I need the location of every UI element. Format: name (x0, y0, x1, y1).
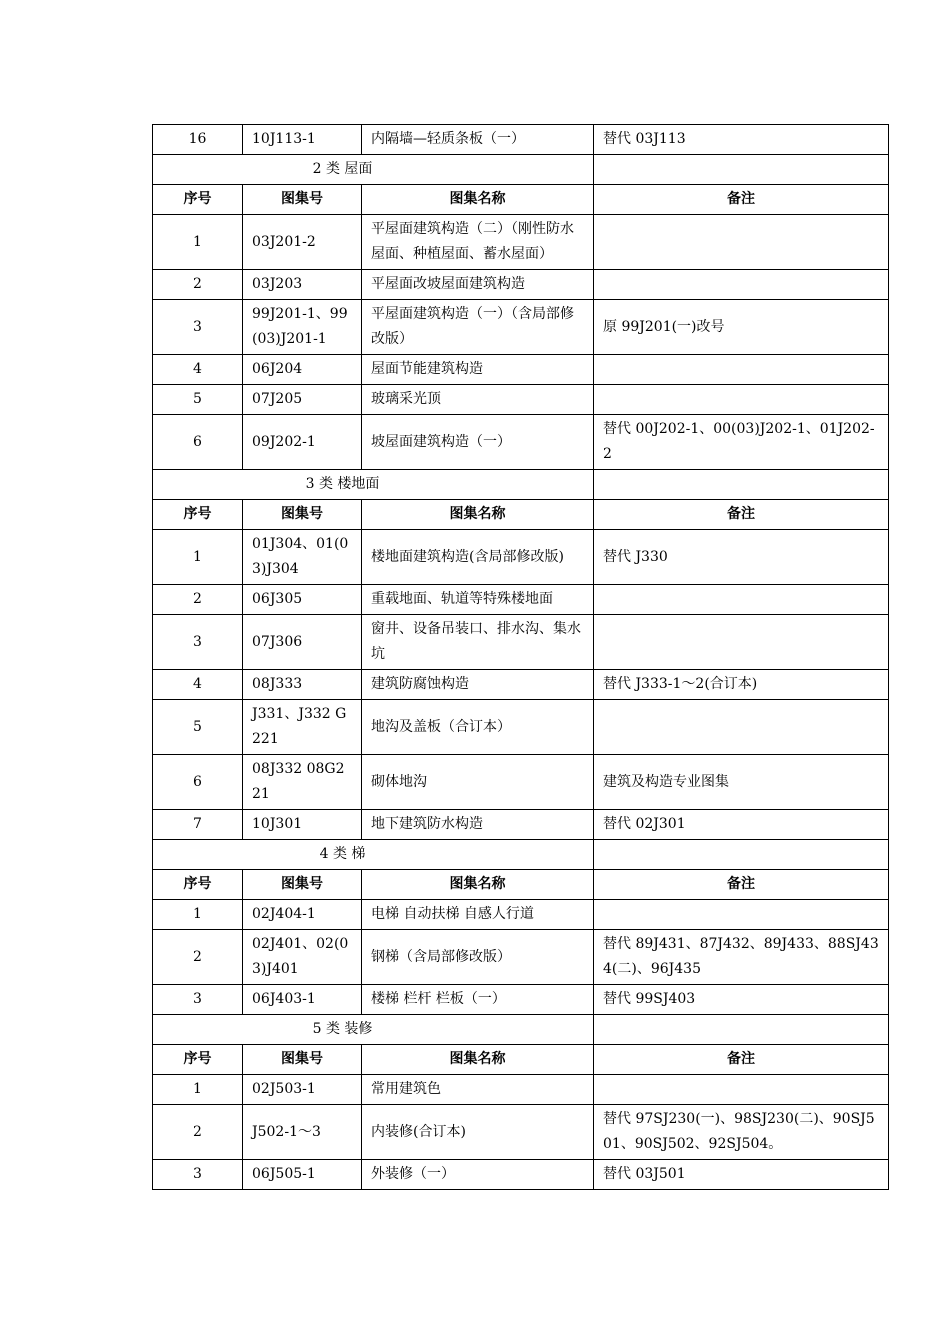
row-note: 替代 97SJ230(一)、98SJ230(二)、90SJ501、90SJ502、92SJ504。 (594, 1105, 889, 1160)
row-note (594, 270, 889, 300)
table-row (153, 1075, 889, 1105)
row-name: 砌体地沟 (362, 755, 594, 810)
row-no: 2 (153, 1105, 243, 1160)
header-no: 序号 (153, 870, 243, 900)
section-title: 5 类 装修 (153, 1015, 594, 1045)
row-name: 玻璃采光顶 (362, 385, 594, 415)
row-no: 3 (153, 1160, 243, 1190)
row-code: 03J203 (243, 270, 362, 300)
header-code: 图集号 (243, 500, 362, 530)
section-note-cell (594, 155, 889, 185)
header-name: 图集名称 (362, 1045, 594, 1075)
row-code: 07J205 (243, 385, 362, 415)
table-row (153, 700, 889, 755)
row-no: 6 (153, 415, 243, 470)
row-name: 地下建筑防水构造 (362, 810, 594, 840)
row-no: 5 (153, 385, 243, 415)
row-code: 99J201-1、99(03)J201-1 (243, 300, 362, 355)
row-no: 4 (153, 670, 243, 700)
row-name: 建筑防腐蚀构造 (362, 670, 594, 700)
row-no: 3 (153, 985, 243, 1015)
header-code: 图集号 (243, 1045, 362, 1075)
row-no: 3 (153, 300, 243, 355)
row-name: 重载地面、轨道等特殊楼地面 (362, 585, 594, 615)
row-code: 03J201-2 (243, 215, 362, 270)
section-note-cell (594, 470, 889, 500)
row-note (594, 615, 889, 670)
row-note: 替代 89J431、87J432、89J433、88SJ434(二)、96J435 (594, 930, 889, 985)
row-code: 06J403-1 (243, 985, 362, 1015)
table-row (153, 900, 889, 930)
section-title-row (153, 840, 889, 870)
row-no: 7 (153, 810, 243, 840)
row-note: 替代 J333-1～2(合订本) (594, 670, 889, 700)
row-name: 楼地面建筑构造(含局部修改版) (362, 530, 594, 585)
standard-atlas-table (152, 124, 889, 1190)
row-name: 坡屋面建筑构造（一） (362, 415, 594, 470)
row-note: 替代 03J501 (594, 1160, 889, 1190)
row-no: 3 (153, 615, 243, 670)
row-note: 替代 02J301 (594, 810, 889, 840)
row-note: 替代 J330 (594, 530, 889, 585)
section-note-cell (594, 1015, 889, 1045)
row-name: 平屋面改坡屋面建筑构造 (362, 270, 594, 300)
row-note: 替代 00J202-1、00(03)J202-1、01J202-2 (594, 415, 889, 470)
header-no: 序号 (153, 185, 243, 215)
header-name: 图集名称 (362, 185, 594, 215)
row-note (594, 1075, 889, 1105)
row-no: 1 (153, 530, 243, 585)
table-row (153, 385, 889, 415)
row-name: 电梯 自动扶梯 自感人行道 (362, 900, 594, 930)
row-no: 1 (153, 900, 243, 930)
row-no: 2 (153, 585, 243, 615)
table-row (153, 355, 889, 385)
table-row (153, 585, 889, 615)
row-note (594, 900, 889, 930)
row-name: 窗井、设备吊装口、排水沟、集水坑 (362, 615, 594, 670)
header-note: 备注 (594, 870, 889, 900)
header-no: 序号 (153, 500, 243, 530)
header-row (153, 870, 889, 900)
table-row (153, 985, 889, 1015)
header-no: 序号 (153, 1045, 243, 1075)
row-name: 平屋面建筑构造（二）（刚性防水屋面、种植屋面、蓄水屋面） (362, 215, 594, 270)
section-title-row (153, 1015, 889, 1045)
row-no: 4 (153, 355, 243, 385)
row-name: 地沟及盖板（合订本） (362, 700, 594, 755)
header-code: 图集号 (243, 185, 362, 215)
header-note: 备注 (594, 500, 889, 530)
row-note: 替代 03J113 (594, 125, 889, 155)
row-name: 常用建筑色 (362, 1075, 594, 1105)
table-row (153, 1160, 889, 1190)
header-note: 备注 (594, 185, 889, 215)
row-code: 02J503-1 (243, 1075, 362, 1105)
row-note (594, 215, 889, 270)
row-code: 06J305 (243, 585, 362, 615)
row-name: 平屋面建筑构造（一）（含局部修改版） (362, 300, 594, 355)
row-note: 替代 99SJ403 (594, 985, 889, 1015)
table-row (153, 670, 889, 700)
row-name: 楼梯 栏杆 栏板（一） (362, 985, 594, 1015)
section-title: 4 类 梯 (153, 840, 594, 870)
row-code: J502-1～3 (243, 1105, 362, 1160)
row-name: 屋面节能建筑构造 (362, 355, 594, 385)
section-title-row (153, 155, 889, 185)
table-row (153, 125, 889, 155)
row-name: 钢梯（含局部修改版） (362, 930, 594, 985)
row-note: 原 99J201(一)改号 (594, 300, 889, 355)
row-note: 建筑及构造专业图集 (594, 755, 889, 810)
table-row (153, 215, 889, 270)
row-note (594, 385, 889, 415)
row-code: 06J505-1 (243, 1160, 362, 1190)
row-note (594, 355, 889, 385)
table-row (153, 810, 889, 840)
table-row (153, 300, 889, 355)
header-name: 图集名称 (362, 870, 594, 900)
row-code: 08J333 (243, 670, 362, 700)
row-code: 06J204 (243, 355, 362, 385)
table-row (153, 415, 889, 470)
row-no: 6 (153, 755, 243, 810)
row-code: 01J304、01(03)J304 (243, 530, 362, 585)
section-title: 3 类 楼地面 (153, 470, 594, 500)
header-row (153, 500, 889, 530)
row-no: 2 (153, 930, 243, 985)
row-code: 02J401、02(03)J401 (243, 930, 362, 985)
row-no: 1 (153, 1075, 243, 1105)
row-no: 5 (153, 700, 243, 755)
row-code: 10J301 (243, 810, 362, 840)
table-row (153, 930, 889, 985)
row-code: 09J202-1 (243, 415, 362, 470)
section-title: 2 类 屋面 (153, 155, 594, 185)
header-row (153, 185, 889, 215)
section-note-cell (594, 840, 889, 870)
header-note: 备注 (594, 1045, 889, 1075)
row-no: 16 (153, 125, 243, 155)
row-code: 02J404-1 (243, 900, 362, 930)
header-name: 图集名称 (362, 500, 594, 530)
row-no: 2 (153, 270, 243, 300)
header-row (153, 1045, 889, 1075)
table-row (153, 1105, 889, 1160)
table-row (153, 530, 889, 585)
table-row (153, 615, 889, 670)
row-code: J331、J332 G221 (243, 700, 362, 755)
table-row (153, 270, 889, 300)
row-code: 07J306 (243, 615, 362, 670)
row-no: 1 (153, 215, 243, 270)
row-code: 08J332 08G221 (243, 755, 362, 810)
row-note (594, 700, 889, 755)
table-row (153, 755, 889, 810)
row-name: 内隔墙—轻质条板（一） (362, 125, 594, 155)
header-code: 图集号 (243, 870, 362, 900)
row-note (594, 585, 889, 615)
row-code: 10J113-1 (243, 125, 362, 155)
row-name: 内装修(合订本) (362, 1105, 594, 1160)
section-title-row (153, 470, 889, 500)
row-name: 外装修（一） (362, 1160, 594, 1190)
